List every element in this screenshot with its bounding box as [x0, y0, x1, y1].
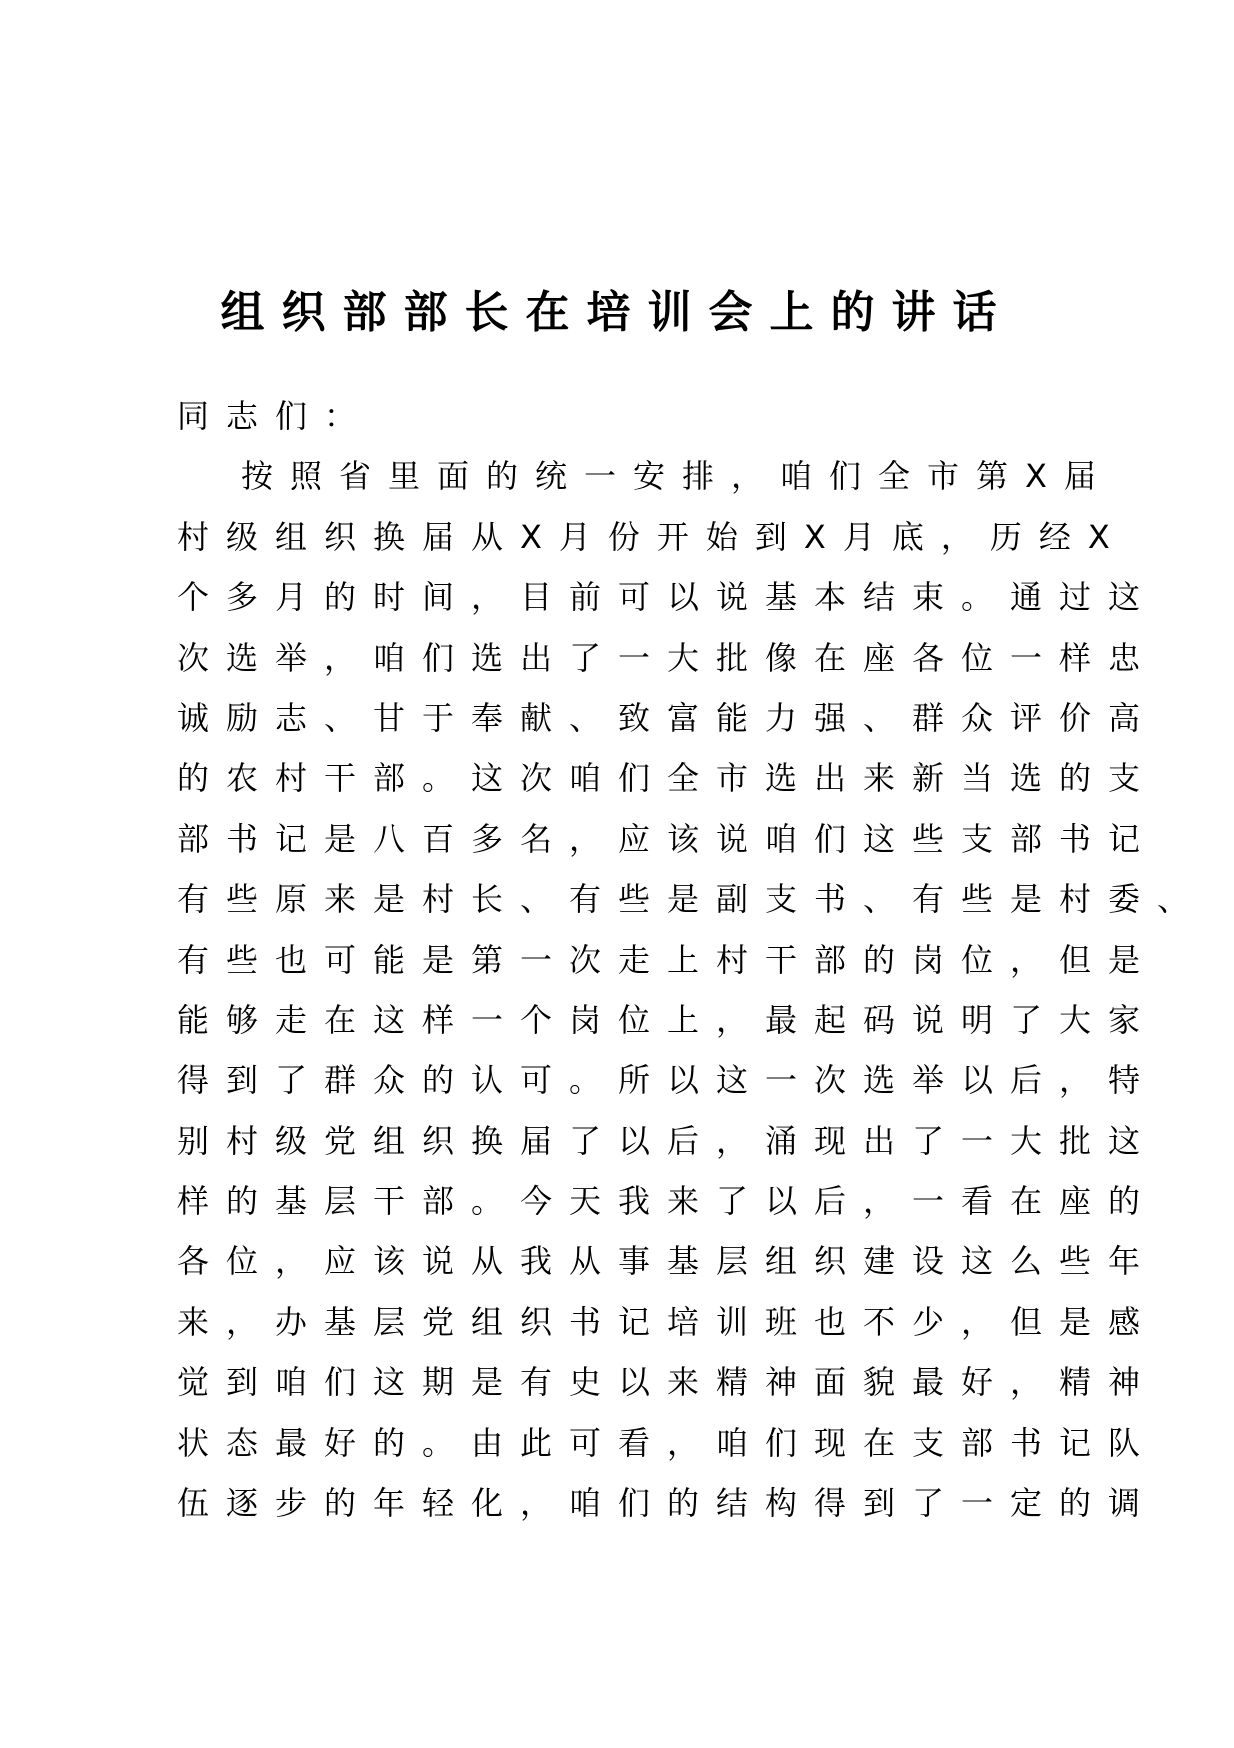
body-line: 样的基层干部。今天我来了以后，一看在座的: [177, 1182, 1158, 1221]
body-line: 能够走在这样一个岗位上，最起码说明了大家: [177, 1000, 1158, 1039]
body-line: 别村级党组织换届了以后，涌现出了一大批这: [177, 1121, 1158, 1160]
body-line: 状态最好的。由此可看，咱们现在支部书记队: [177, 1423, 1158, 1462]
body-line: 部书记是八百多名，应该说咱们这些支部书记: [177, 819, 1158, 858]
body-line: 有些也可能是第一次走上村干部的岗位，但是: [177, 940, 1158, 979]
document-title: 组织部部长在培训会上的讲话: [220, 287, 1014, 338]
body-line: 村级组织换届从X月份开始到X月底，历经X: [177, 517, 1127, 556]
body-line: 次选举，咱们选出了一大批像在座各位一样忠: [177, 638, 1158, 677]
body-line: 诚励志、甘于奉献、致富能力强、群众评价高: [177, 698, 1158, 737]
salutation: 同志们：: [177, 397, 374, 435]
body-line: 的农村干部。这次咱们全市选出来新当选的支: [177, 759, 1158, 798]
body-line: 按照省里面的统一安排，咱们全市第X届: [241, 457, 1113, 496]
body-line: 个多月的时间，目前可以说基本结束。通过这: [177, 578, 1158, 617]
body-line: 得到了群众的认可。所以这一次选举以后，特: [177, 1061, 1158, 1100]
body-line: 各位，应该说从我从事基层组织建设这么些年: [177, 1242, 1158, 1281]
body-line: 有些原来是村长、有些是副支书、有些是村委、: [177, 880, 1207, 919]
document-body: [177, 386, 1217, 1533]
body-line: 伍逐步的年轻化，咱们的结构得到了一定的调: [177, 1484, 1158, 1523]
body-line: 来，办基层党组织书记培训班也不少，但是感: [177, 1302, 1158, 1341]
body-line: 觉到咱们这期是有史以来精神面貌最好，精神: [177, 1363, 1158, 1402]
